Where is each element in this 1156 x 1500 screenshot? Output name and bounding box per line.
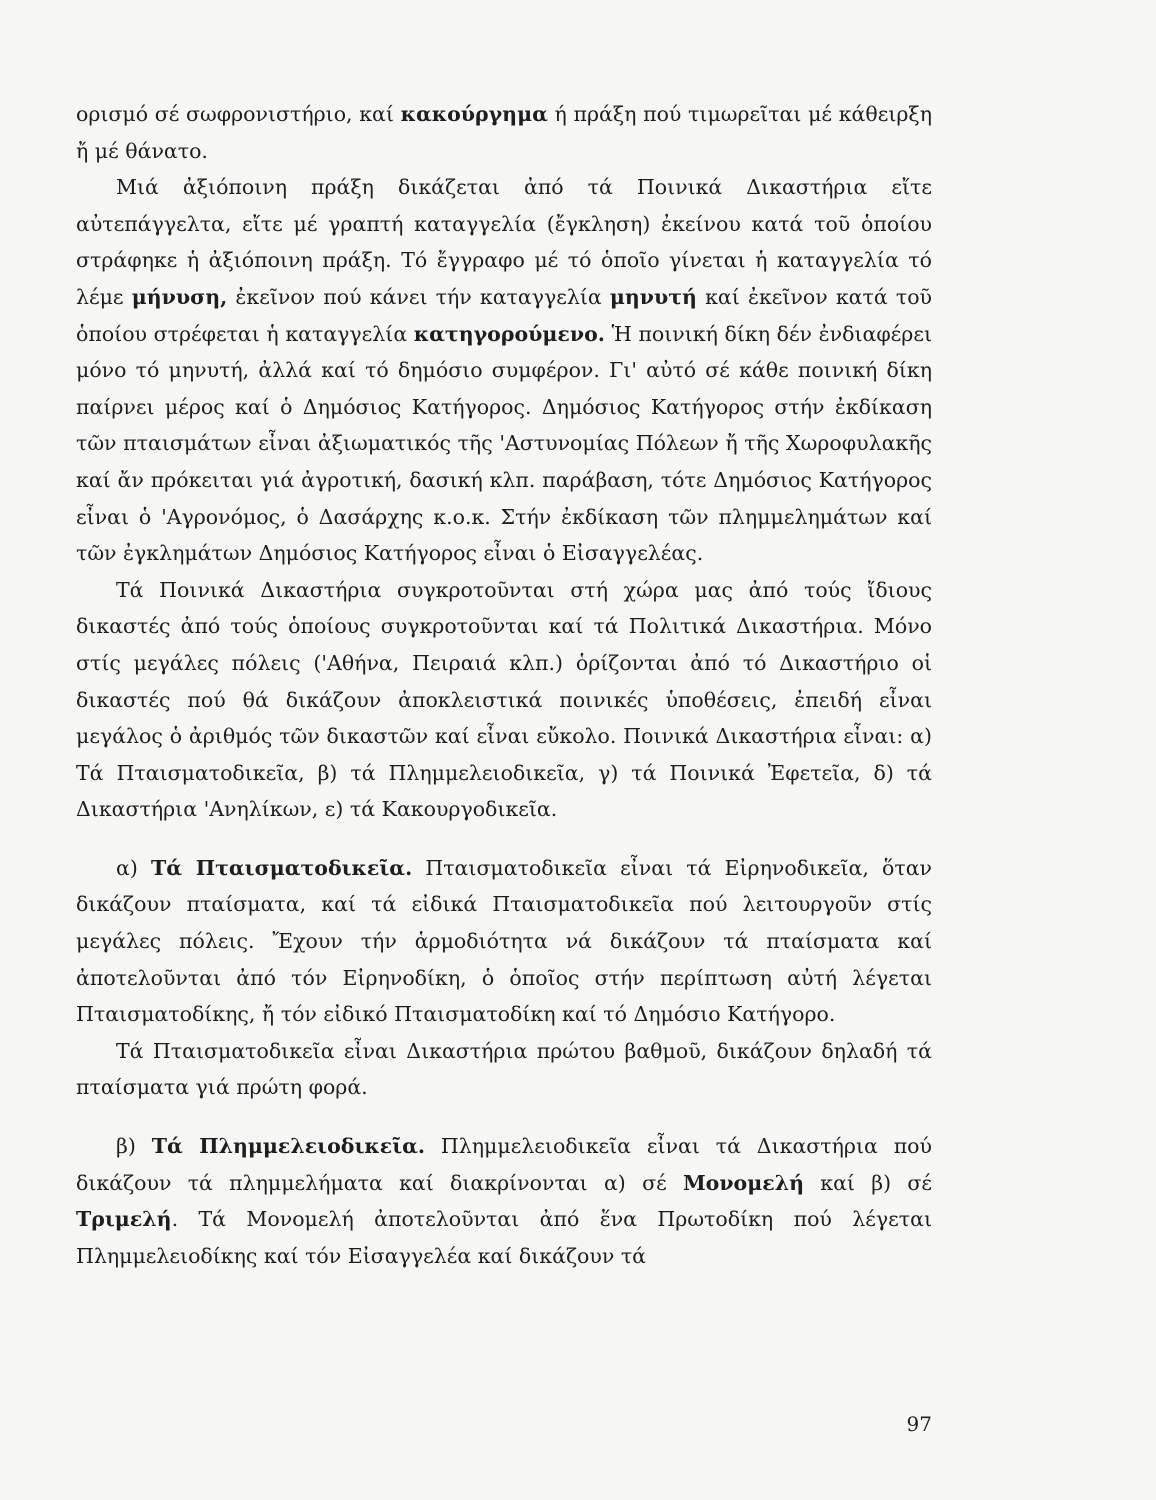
p2-text-4: Ἡ ποινική δίκη δέν ἐνδιαφέρει μόνο τό μηνυτή, ἀλλά καί τό δημόσιο συμφέρον. Γι' αὐτό σέ κάθε ποινική δίκη παίρνει μέρος καί ὁ Δημόσιος Κατήγορος. Δημόσιος Κατήγορος στήν ἐκδίκαση τῶν πταισμάτων εἶναι ἀξιωματικός τῆς 'Αστυνομίας Πόλεων ἤ τῆς Χωροφυλακῆς καί ἄν πρόκειται γιά ἀγροτική, δασική κλπ. παράβαση, τότε Δημόσιος Κατήγορος εἶναι ὁ 'Αγρονόμος, ὁ Δασάρχης κ.ο.κ. Στήν ἐκδίκαση τῶν πλημμελημάτων καί τῶν ἐγκλημάτων Δημόσιος Κατήγορος εἶναι ὁ Εἰσαγγελέας. <box>76 321 933 566</box>
p1-text-1: ορισμό σέ σωφρονιστήριο, καί <box>76 102 401 126</box>
heading-ptaismatodikeia: Τά Πταισματοδικεῖα. <box>150 855 413 880</box>
p5-text-1: Τά Πταισματοδικεῖα εἶναι Δικαστήρια πρώτου βαθμοῦ, δικάζουν δηλαδή τά πταίσματα γιά πρώτη φορά. <box>76 1038 932 1100</box>
p2-text-2: ἐκεῖνον πού κάνει τήν καταγγελία <box>227 284 610 309</box>
p2-text-1: Μιά ἀξιόποινη πράξη δικάζεται ἀπό τά Ποινικά Δικαστήρια εἴτε αὐτεπάγγελτα, εἴτε μέ γραπτή καταγγελία (ἔγκληση) ἐκείνου κατά τοῦ ὁποίου στράφηκε ἡ ἀξιόποινη πράξη. Τό ἔγγραφο μέ τό ὁποῖο γίνεται ἡ καταγγελία τό λέμε <box>76 175 932 309</box>
paragraph-2 <box>76 169 932 572</box>
paragraph-5 <box>76 1033 932 1106</box>
p6-text-1: β) <box>116 1134 152 1159</box>
p6-text-4: . Τά Μονομελή ἀποτελοῦνται ἀπό ἕνα Πρωτοδίκη πού λέγεται Πλημμελειοδίκης καί τόν Εἰσαγγελέα καί δικάζουν τά <box>76 1207 932 1268</box>
term-katigoroumenos: κατηγορούμενο. <box>413 321 605 346</box>
p4-text-2: Πταισματοδικεῖα εἶναι τά Εἰρηνοδικεῖα, ὅταν δικάζουν πταίσματα, καί τά εἰδικά Πταισματοδικεῖα πού λειτουργοῦν στίς μεγάλες πόλεις. Ἔχουν τήν ἁρμοδιότητα νά δικάζουν τά πταίσματα καί ἀποτελοῦνται ἀπό τόν Εἰρηνοδίκη, ὁ ὁποῖος στήν περίπτωση αὐτή λέγεται Πταισματοδίκης, ἤ τόν εἰδικό Πταισματοδίκη καί τό Δημόσιο Κατήγορο. <box>76 855 932 1027</box>
p4-text-1: α) <box>116 855 151 880</box>
heading-plimmeleiodikeia: Τά Πλημμελειοδικεῖα. <box>151 1134 426 1159</box>
term-minytis: μηνυτή <box>609 284 697 309</box>
paragraph-6 <box>76 1128 932 1274</box>
page-number: 97 <box>906 1412 932 1436</box>
paragraph-4 <box>76 850 932 1033</box>
term-kakourgima: κακούργημα <box>400 102 548 126</box>
term-monomeli: Μονομελή <box>682 1170 804 1195</box>
p6-text-3: καί β) σέ <box>803 1170 932 1195</box>
p6-text-2: Πλημμελειοδικεῖα εἶναι τά Δικαστήρια πού δικάζουν τά πλημμελήματα καί διακρίνονται α) σέ <box>76 1134 932 1195</box>
p2-text-3: καί ἐκεῖνον κατά τοῦ ὁποίου στρέφεται ἡ καταγγελία <box>76 284 932 346</box>
paragraph-1 <box>76 96 932 169</box>
p3-text-1: Τά Ποινικά Δικαστήρια συγκροτοῦνται στή χώρα μας ἀπό τούς ἴδιους δικαστές ἀπό τούς ὁποίους συγκροτοῦνται καί τά Πολιτικά Δικαστήρια. Μόνο στίς μεγάλες πόλεις ('Αθήνα, Πειραιά κλπ.) ὁρίζονται ἀπό τό Δικαστήριο οἱ δικαστές πού θά δικάζουν ἀποκλειστικά ποινικές ὑποθέσεις, ἐπειδή εἶναι μεγάλος ὁ ἀριθμός τῶν δικαστῶν καί εἶναι εὔκολο. Ποινικά Δικαστήρια εἶναι: α) Τά Πταισματοδικεῖα, β) τά Πλημμελειοδικεῖα, γ) τά Ποινικά Ἐφετεῖα, δ) τά Δικαστήρια 'Ανηλίκων, ε) τά Κακουργοδικεῖα. <box>76 577 932 822</box>
paragraph-3 <box>76 572 932 828</box>
p1-text-2: ή πράξη πού τιμωρεῖται μέ κάθειρξη ἤ μέ θάνατο. <box>76 102 932 163</box>
page-body <box>76 96 932 1274</box>
term-trimeli: Τριμελή <box>76 1207 172 1232</box>
term-minysi: μήνυση, <box>131 284 228 309</box>
